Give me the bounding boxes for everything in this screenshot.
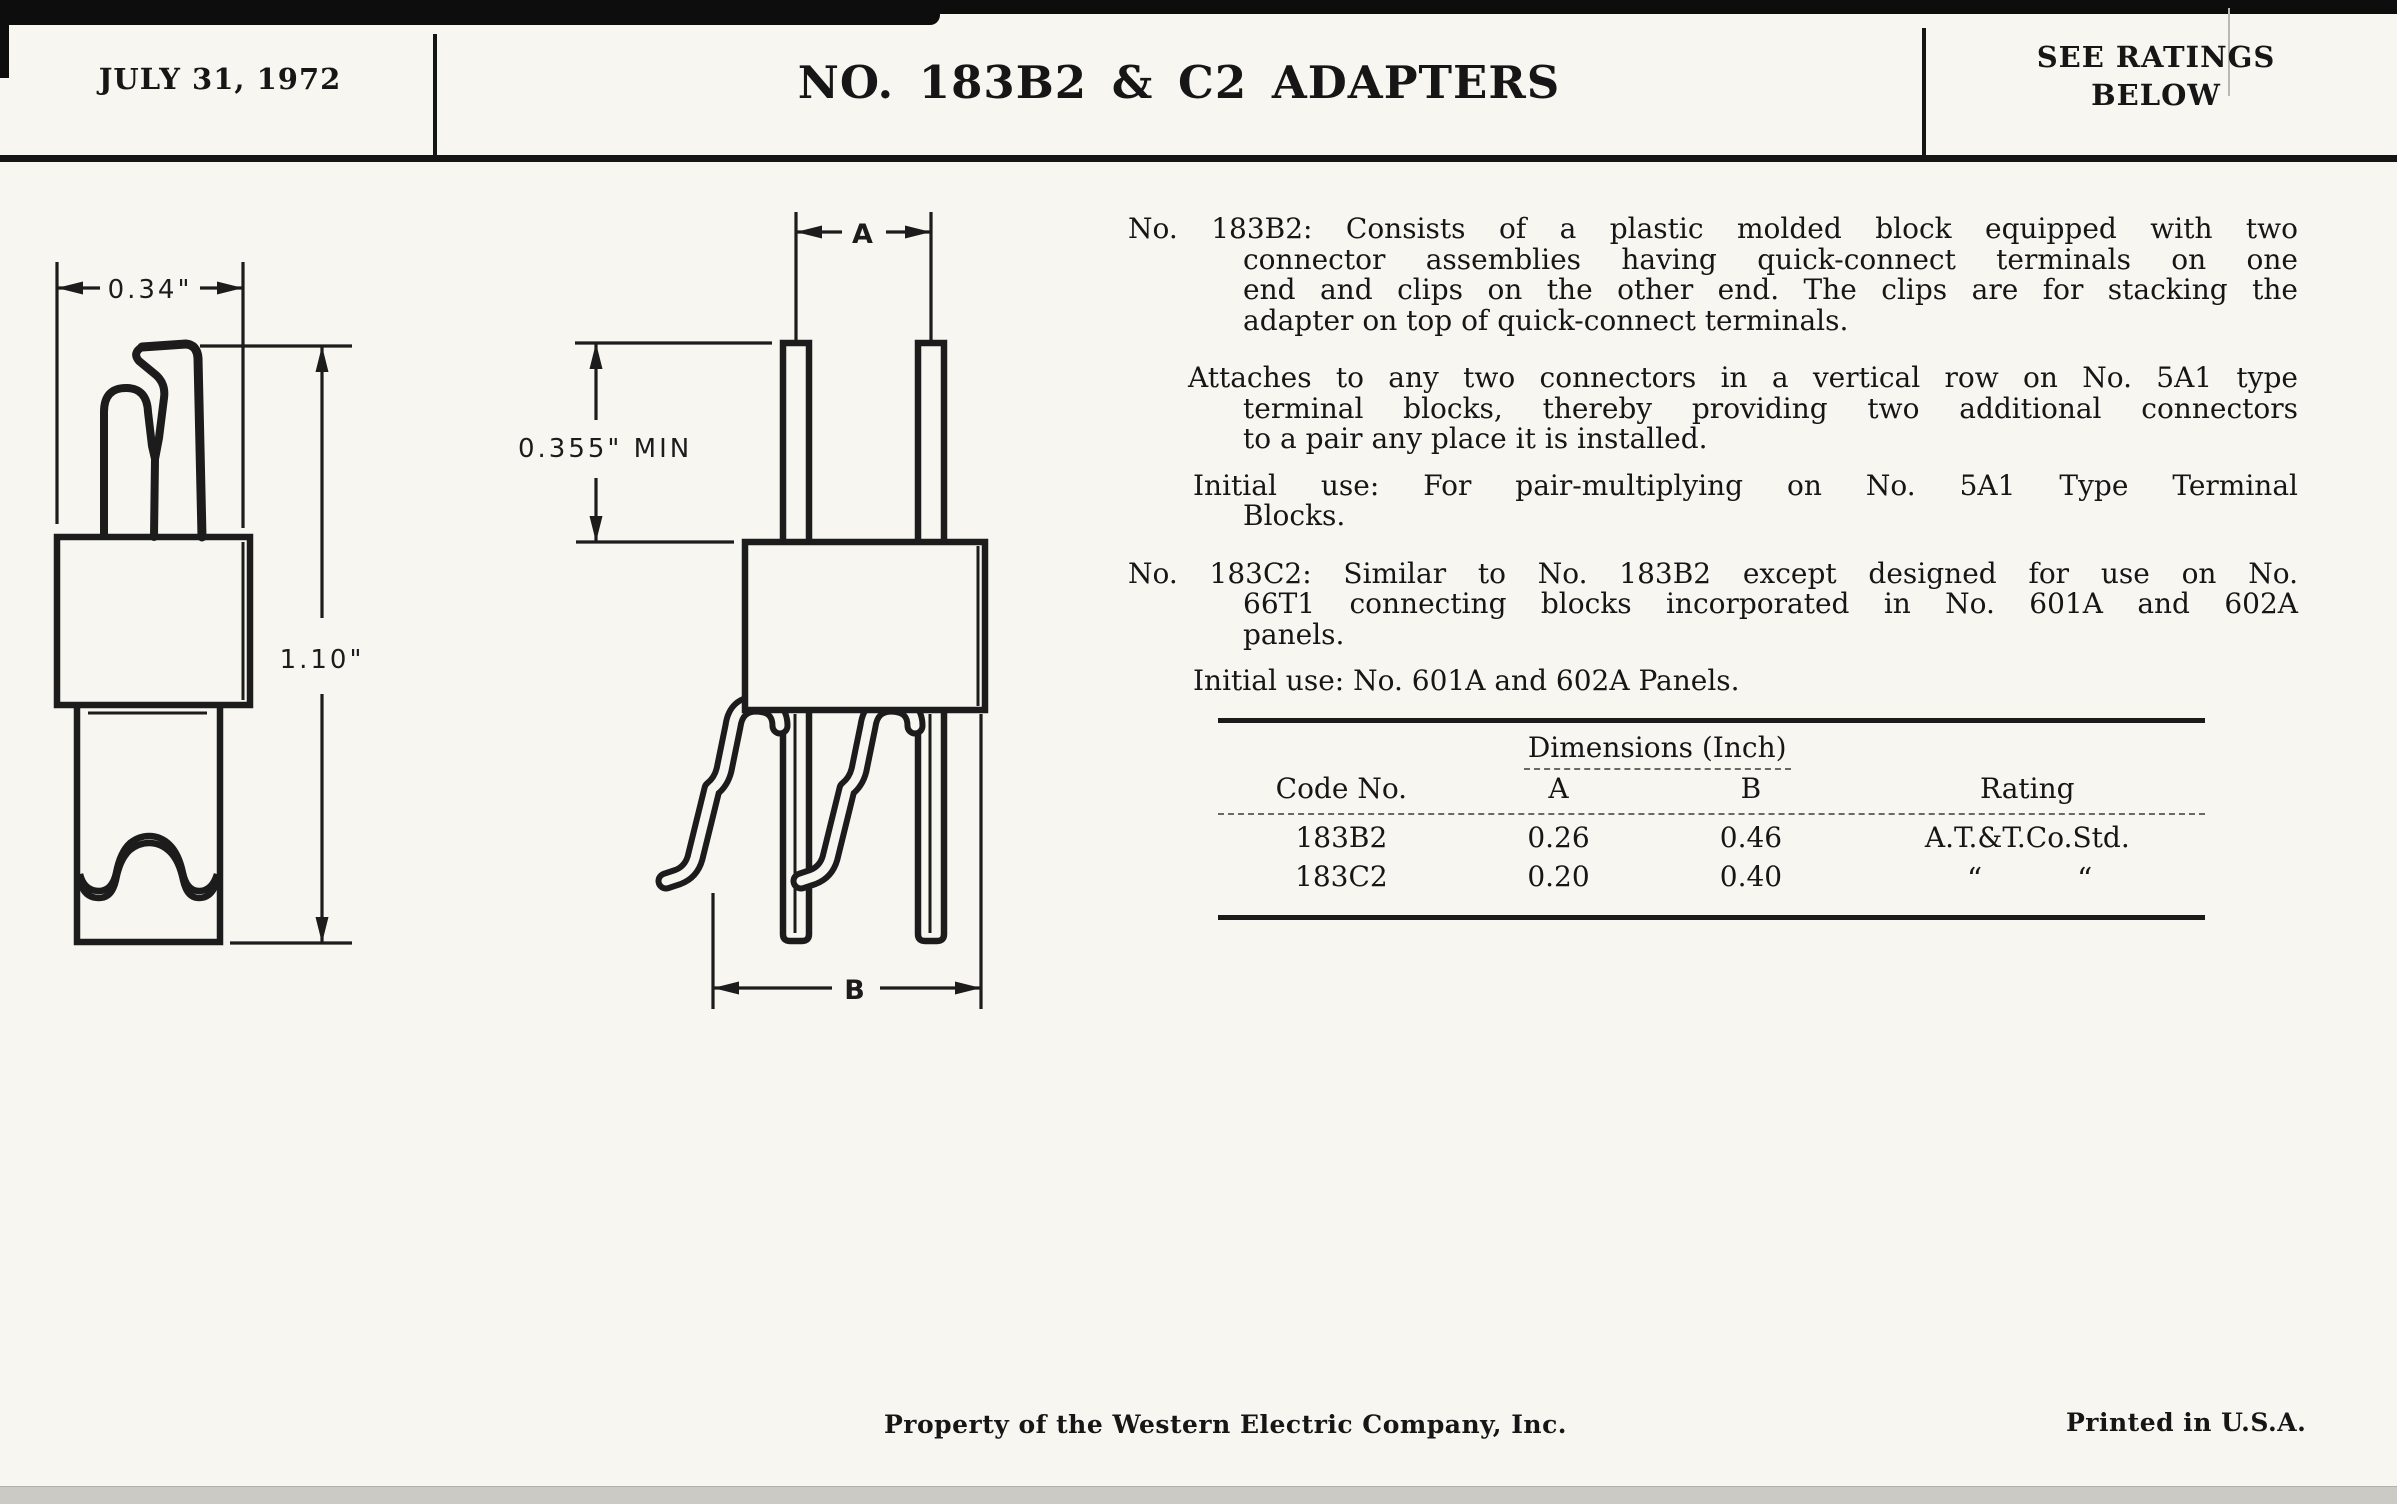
adapter-lower-body	[77, 700, 220, 942]
spec-paragraph-attaches	[1128, 363, 2298, 455]
header-date: JULY 31, 1972	[98, 62, 342, 96]
col-header-rating: Rating	[1980, 772, 2075, 805]
ditto-mark: “	[1966, 862, 1983, 897]
width-dimension-label: 0.34"	[107, 275, 193, 305]
col-header-b: B	[1740, 772, 1762, 805]
adapter-block-side	[57, 537, 250, 705]
arrow-left-icon	[713, 982, 739, 995]
scan-edge-top-left	[0, 0, 940, 25]
arrow-left-icon	[796, 226, 822, 239]
cell-a: 0.20	[1527, 860, 1590, 893]
table-dimensions-header-row	[1218, 731, 2205, 770]
spec-line: connector assemblies having quick-connect terminals on one	[1243, 242, 2298, 276]
spec-line: to a pair any place it is installed.	[1243, 422, 1708, 455]
spec-paragraph-183b2	[1128, 214, 2298, 336]
scan-edge-bottom	[0, 1486, 2397, 1504]
spec-line: adapter on top of quick-connect terminals.	[1243, 303, 1849, 337]
cell-a: 0.26	[1527, 821, 1590, 854]
arrow-right-icon	[955, 982, 981, 995]
ratings-note-line1: SEE RATINGS	[2036, 40, 2276, 74]
cell-code: 183C2	[1295, 860, 1388, 893]
cell-b: 0.40	[1719, 860, 1783, 893]
arrow-up-icon	[316, 346, 329, 372]
dimension-a-label: A	[852, 219, 876, 250]
arrow-right-icon	[217, 282, 243, 295]
spec-line: Attaches to any two connectors in a vertical row on No. 5A1 type	[1188, 361, 2298, 394]
cell-rating-ditto	[1850, 860, 2205, 897]
ditto-mark: “	[2077, 862, 2093, 897]
stacking-clip-right	[801, 704, 915, 881]
col-header-code: Code No.	[1275, 772, 1408, 805]
ratings-note-line2: BELOW	[2091, 78, 2221, 112]
min-height-dimension-label: 0.355" MIN	[518, 434, 693, 464]
table-column-headers	[1218, 772, 2205, 815]
spec-line: Initial use: For pair-multiplying on No. 5A1 Type Terminal	[1193, 468, 2298, 502]
col-header-a: A	[1548, 772, 1569, 805]
arrow-right-icon	[905, 226, 931, 239]
cell-code: 183B2	[1295, 821, 1388, 854]
arrow-left-icon	[57, 282, 83, 295]
arrow-down-icon	[590, 516, 603, 542]
footer-property-notice: Property of the Western Electric Company, Inc.	[884, 1410, 1568, 1439]
arrow-up-icon	[590, 343, 603, 369]
front-view-diagram	[518, 212, 985, 1009]
header-rule	[0, 155, 2397, 162]
adapter-block-front	[745, 542, 985, 710]
spec-line: No. 183C2: Similar to No. 183B2 except designed for use on No.	[1128, 556, 2298, 590]
spec-line: Initial use: No. 601A and 602A Panels.	[1193, 664, 1740, 697]
table-row	[1218, 821, 2205, 854]
page-title: NO. 183B2 & C2 ADAPTERS	[797, 56, 1561, 109]
dimension-b-label: B	[844, 975, 868, 1006]
technical-drawings	[0, 180, 1100, 1020]
spec-line: end and clips on the other end. The clips are for stacking the	[1243, 273, 2298, 306]
spec-paragraph-initial-use-183b2	[1128, 468, 2298, 532]
spec-line: No. 183B2: Consists of a plastic molded block equipped with two	[1128, 212, 2298, 245]
spec-line: panels.	[1243, 617, 1345, 651]
cell-b: 0.46	[1719, 821, 1783, 854]
ratings-note	[1926, 38, 2386, 114]
stacking-clip-side	[104, 344, 202, 537]
side-view-diagram	[57, 262, 364, 943]
spec-paragraph-183c2	[1128, 556, 2298, 651]
ratings-table	[1218, 718, 2205, 920]
table-dimensions-header: Dimensions (Inch)	[1524, 731, 1791, 770]
spec-line: 66T1 connecting blocks incorporated in No. 601A and 602A	[1243, 587, 2298, 620]
scan-edge-left	[0, 0, 9, 78]
spec-line: terminal blocks, thereby providing two additional connectors	[1243, 391, 2298, 425]
arrow-down-icon	[316, 917, 329, 943]
height-dimension-label: 1.10"	[279, 645, 365, 675]
spec-line: Blocks.	[1243, 499, 1346, 532]
spec-paragraph-initial-use-183c2	[1128, 666, 2298, 697]
footer-printed-notice: Printed in U.S.A.	[2066, 1408, 2307, 1437]
cell-rating: A.T.&T.Co.Std.	[1924, 821, 2130, 854]
description-column	[1128, 214, 2298, 697]
stacking-clip-left	[666, 704, 780, 881]
table-row	[1218, 860, 2205, 897]
